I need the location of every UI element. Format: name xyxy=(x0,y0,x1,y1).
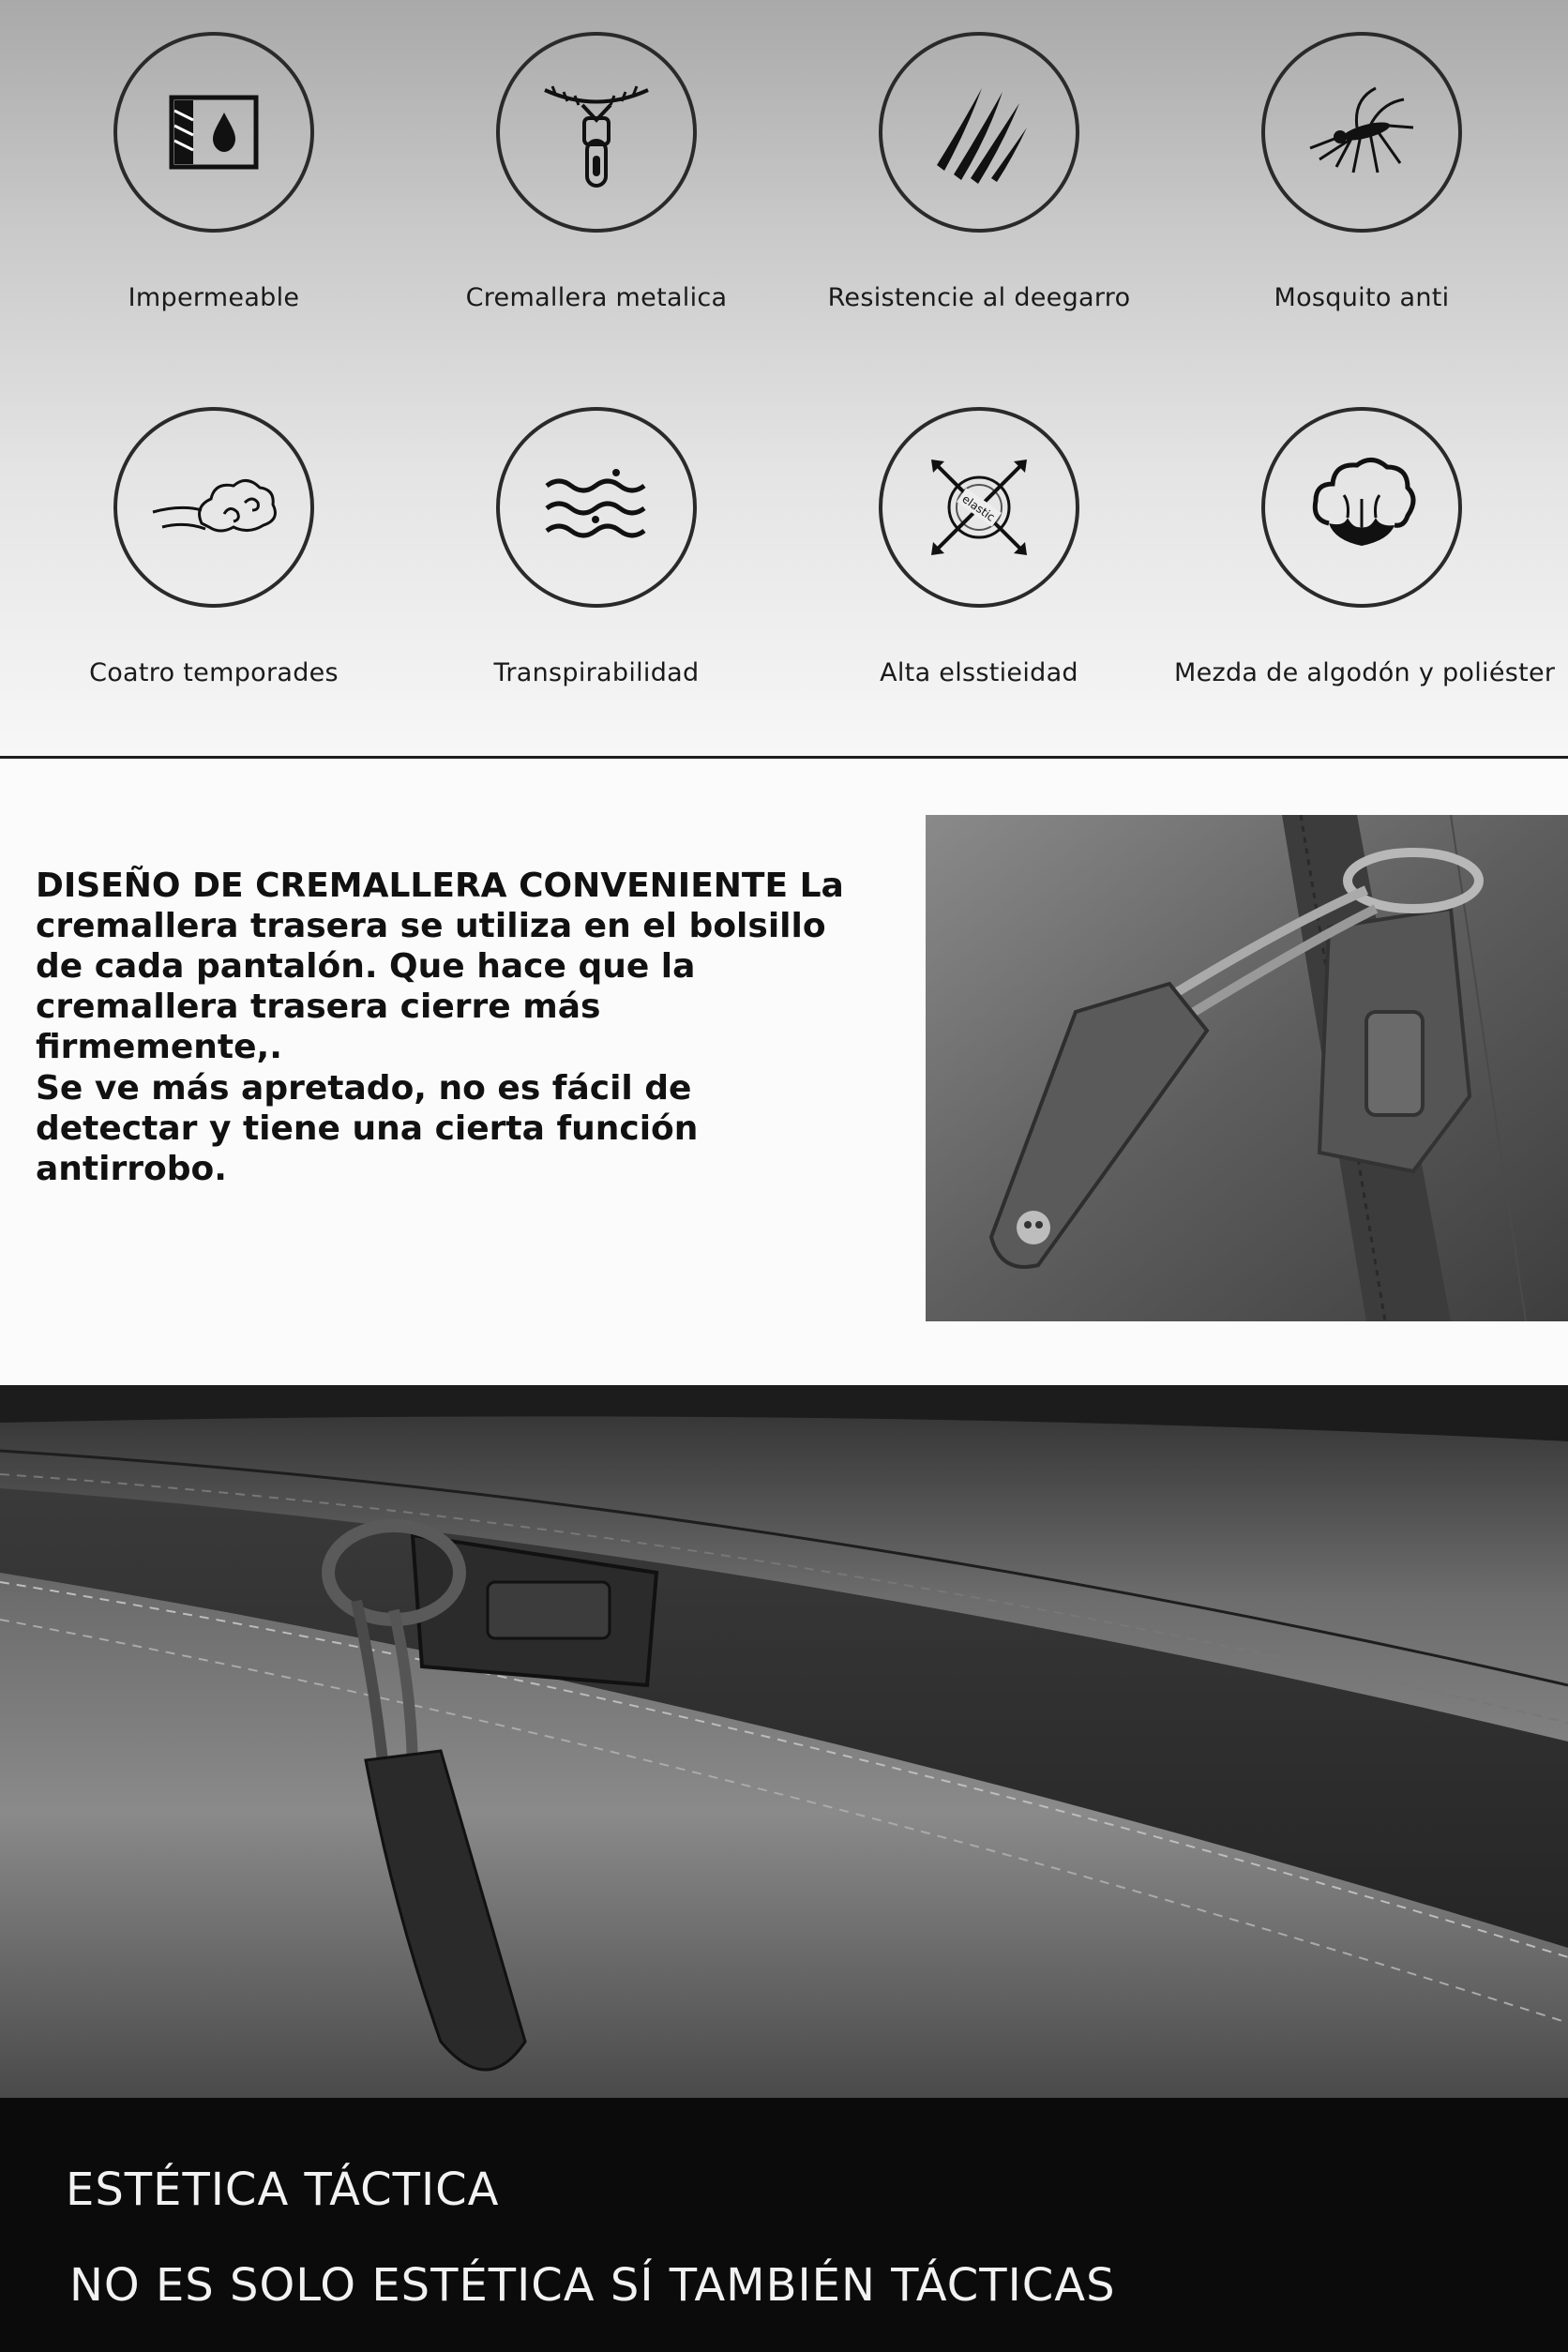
zipper-description-paragraph-1: DISEÑO DE CREMALLERA CONVENIENTE La cremallera trasera se utiliza en el bolsillo de cada pantalón. Que hace que la cremallera trasera cierre más firmemente,. xyxy=(36,867,844,1066)
claw-scratch-icon xyxy=(879,32,1079,233)
feature-high-elasticity xyxy=(792,407,1167,687)
feature-metal-zipper xyxy=(409,32,784,312)
banner-headline: ESTÉTICA TÁCTICA xyxy=(66,2164,500,2216)
feature-label: Mezda de algodón y poliéster xyxy=(1174,658,1556,687)
zipper-feature-section xyxy=(0,759,1568,1385)
tactical-aesthetic-banner xyxy=(0,2098,1568,2352)
cloud-wind-icon xyxy=(113,407,314,608)
mosquito-icon xyxy=(1261,32,1462,233)
zipper-closeup-photo xyxy=(926,815,1568,1321)
zipper-icon xyxy=(496,32,697,233)
banner-tagline: NO ES SOLO ESTÉTICA SÍ TAMBIÉN TÁCTICAS xyxy=(69,2259,1116,2312)
feature-four-seasons xyxy=(26,407,401,687)
feature-breathable xyxy=(409,407,784,687)
feature-label: Impermeable xyxy=(128,283,300,312)
feature-grid xyxy=(0,0,1568,756)
feature-anti-mosquito xyxy=(1174,32,1549,312)
feature-label: Transpirabilidad xyxy=(493,658,700,687)
stretch-arrows-icon xyxy=(879,407,1079,608)
tactical-zipper-photo xyxy=(0,1385,1568,2098)
feature-label: Resistencie al deegarro xyxy=(827,283,1131,312)
feature-waterproof xyxy=(26,32,401,312)
feature-label: Coatro temporades xyxy=(89,658,339,687)
feature-tear-resistant xyxy=(792,32,1167,312)
feature-cotton-polyester xyxy=(1174,407,1556,687)
stretch-icon-text: elastic xyxy=(959,491,998,524)
cotton-icon xyxy=(1261,407,1462,608)
feature-label: Cremallera metalica xyxy=(465,283,728,312)
feature-label: Alta elsstieidad xyxy=(880,658,1078,687)
waterproof-fabric-icon xyxy=(113,32,314,233)
waves-icon xyxy=(496,407,697,608)
feature-label: Mosquito anti xyxy=(1274,283,1450,312)
zipper-description-paragraph-2: Se ve más apretado, no es fácil de detectar y tiene una cierta función antirrobo. xyxy=(36,1069,699,1188)
